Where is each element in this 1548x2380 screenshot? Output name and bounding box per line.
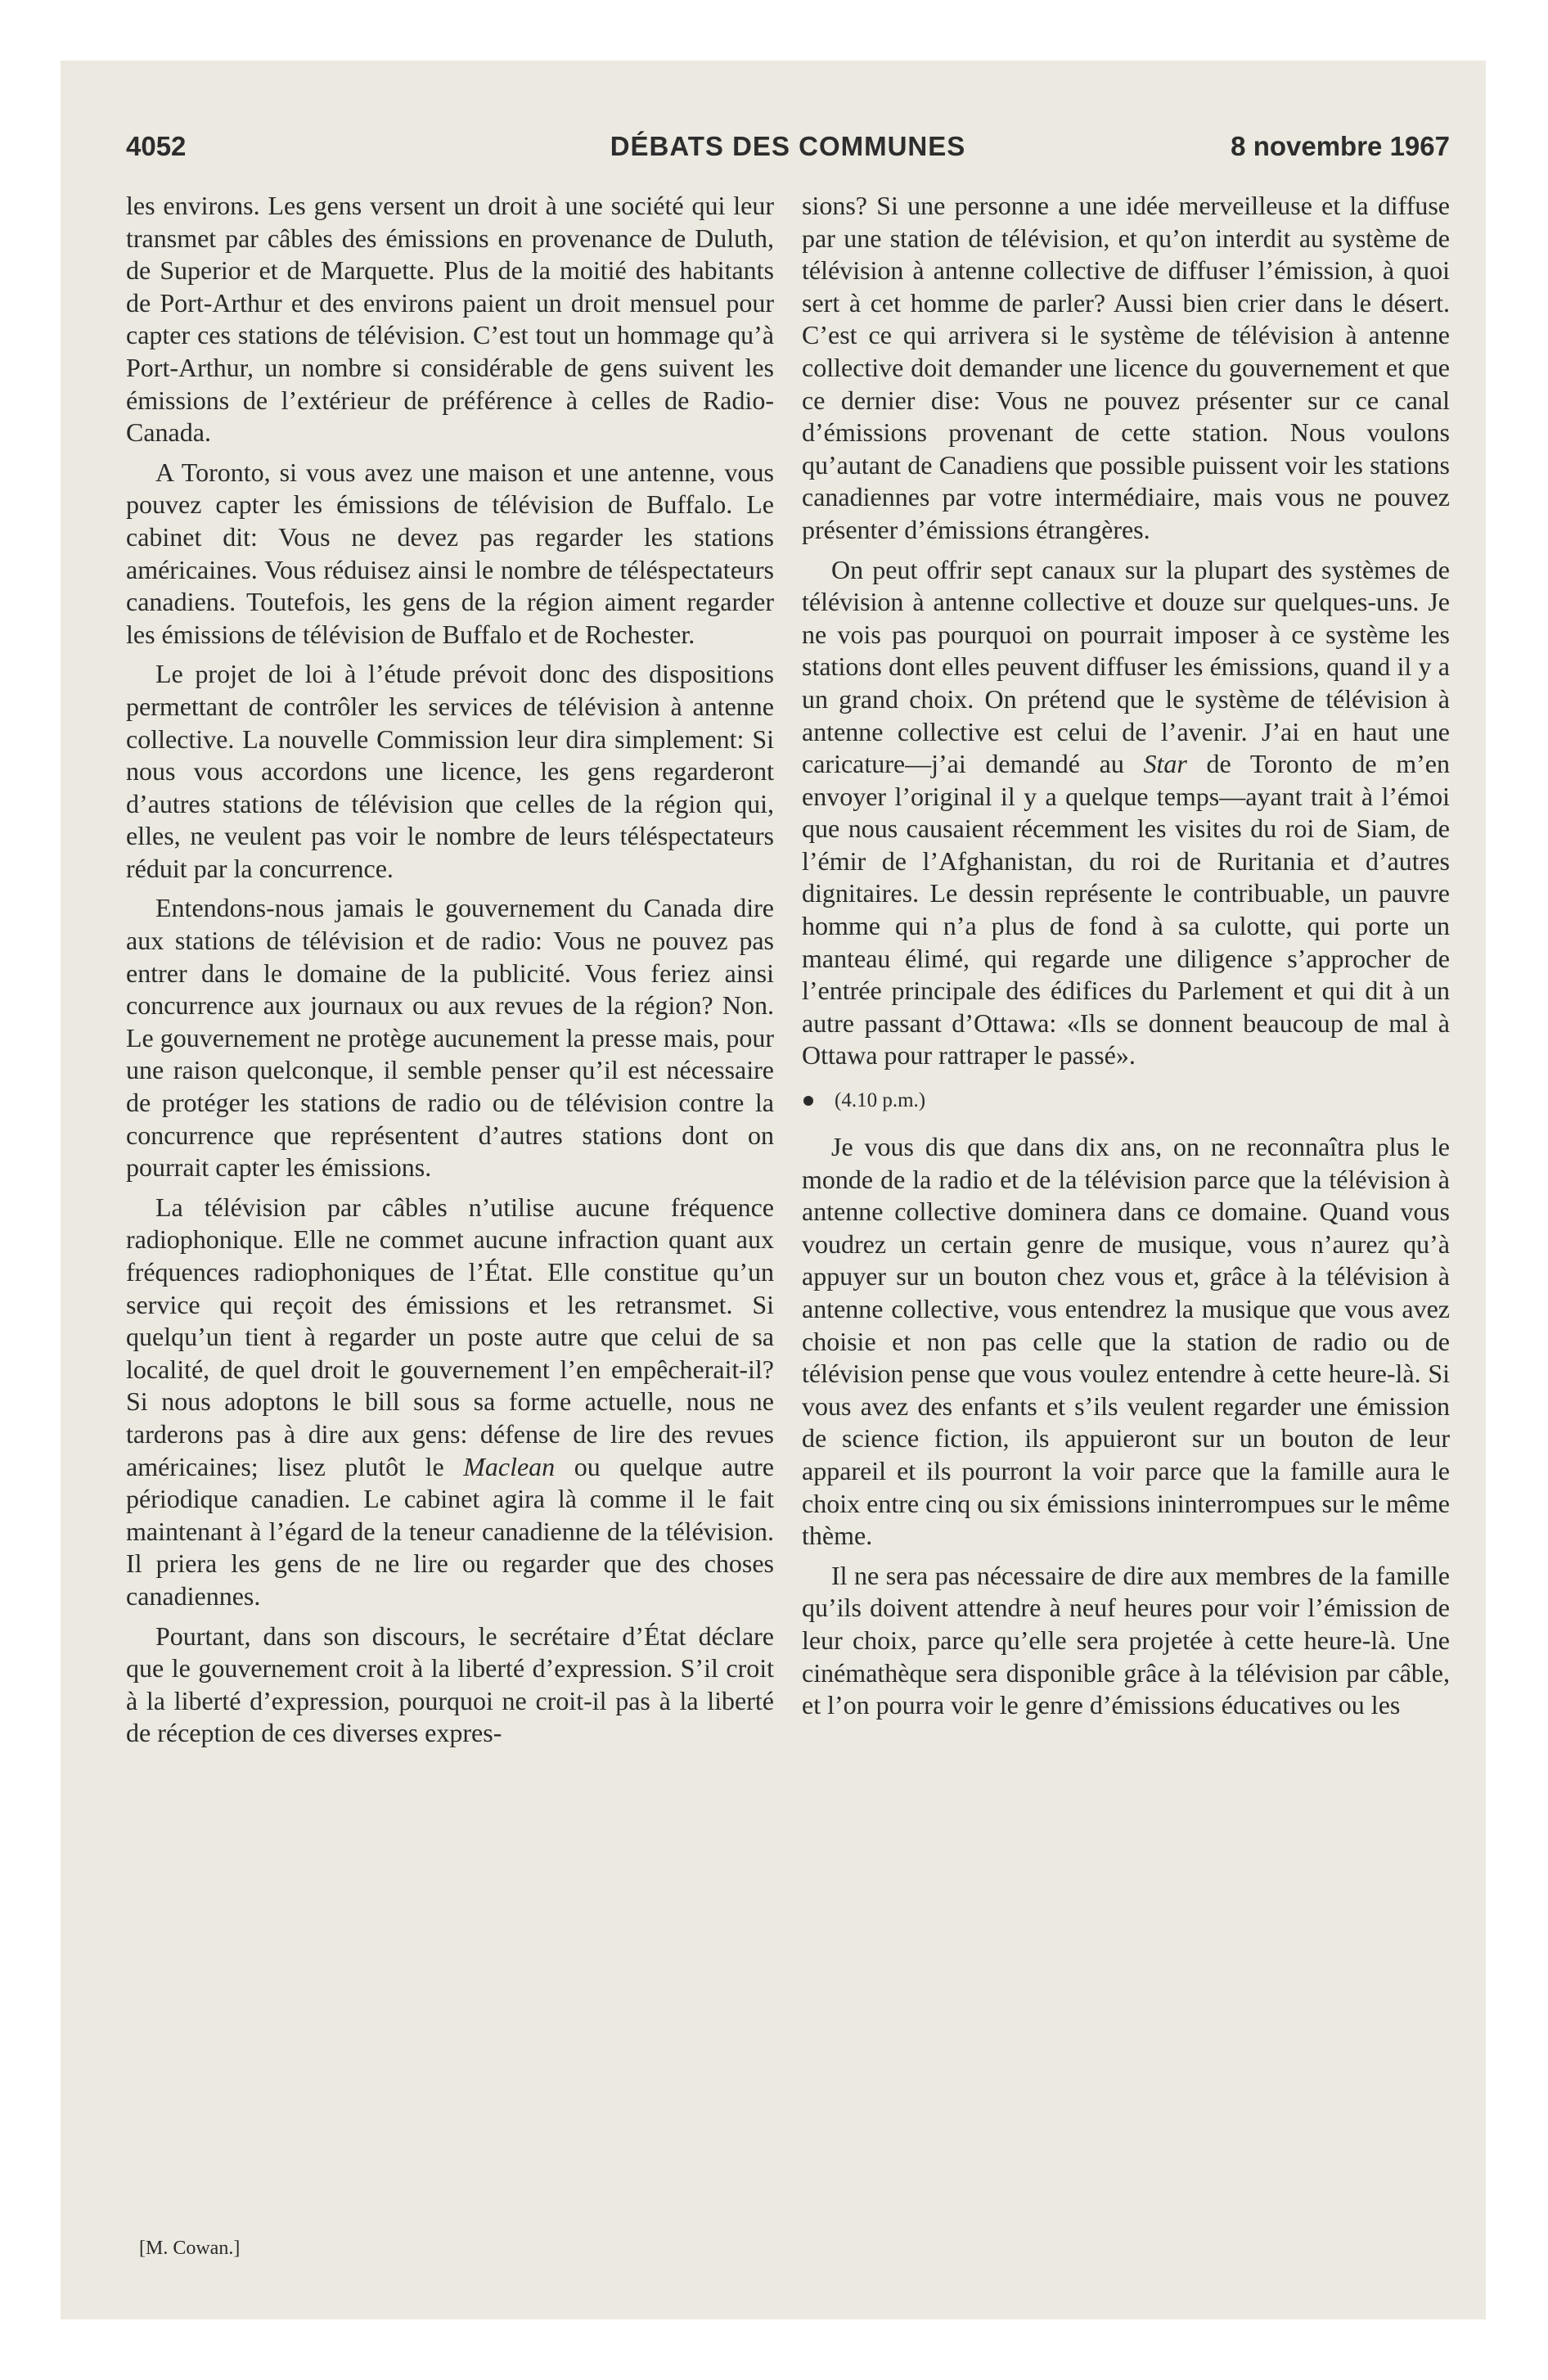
paragraph <box>126 1192 774 1613</box>
newspaper-title: Star <box>1143 749 1187 779</box>
periodical-title: Maclean <box>463 1451 556 1481</box>
paragraph: Entendons-nous jamais le gouvernement du Canada dire aux stations de télévision et de radio: Vous ne pouvez pas entrer dans le domaine de la publicité. Vous feriez ainsi concurrence aux journaux ou aux revues de la région? Non. Le gouvernement ne protège aucunement la presse mais, pour une raison quelconque, il semble penser qu’il est nécessaire de protéger les stations de radio ou de télévision contre la concurrence que représentent d’autres stations dont on pourrait capter les émissions. <box>126 893 774 1183</box>
publication-date: 8 novembre 1967 <box>1231 131 1450 161</box>
paragraph: Le projet de loi à l’étude prévoit donc des dispositions permettant de contrôler les services de télévision à antenne collective. La nouvelle Commission leur dira simplement: Si nous vous accordons une licence, les gens regarderont d’autres stations de télévision que celles de la région qui, elles, ne veulent pas voir le nombre de leurs téléspectateurs réduit par la concurrence. <box>126 659 774 883</box>
left-column <box>126 190 774 1757</box>
paragraph-text: de Toronto de m’en envoyer l’original il y a quelque temps—ayant trait à l’émoi que nous causaient récemment les visites du roi de Siam, de l’émir de l’Afghanistan, du roi de Ruritania et d’autres dignitaires. Le dessin représente le contribuable, un pauvre homme qui n’a plus de fond à sa culotte, qui porte un manteau élimé, qui regarde une diligence s’approcher de l’entrée principale des édifices du Parlement et qui dit à un autre passant d’Ottawa: «Ils se donnent beaucoup de mal à Ottawa pour rattraper le passé». <box>802 749 1451 1071</box>
paragraph <box>802 554 1450 1073</box>
paragraph: Pourtant, dans son discours, le secrétaire d’État déclare que le gouvernement croit à la liberté d’expression. S’il croit à la liberté d’expression, pourquoi ne croit-il pas à la liberté de réception de ces diverses expres- <box>126 1620 774 1748</box>
paragraph: A Toronto, si vous avez une maison et une antenne, vous pouvez capter les émissions de télévision de Buffalo. Le cabinet dit: Vous ne devez pas regarder les stations américaines. Vous réduisez ainsi le nombre de téléspectateurs canadiens. Toutefois, les gens de la région aiment regarder les émissions de télévision de Buffalo et de Rochester. <box>126 457 774 649</box>
page-header <box>126 123 1450 172</box>
paragraph: Il ne sera pas nécessaire de dire aux membres de la famille qu’ils doivent attendre à neuf heures pour voir l’émission de leur choix, parce qu’elle sera projetée à cette heure-là. Une cinémathèque sera disponible grâce à la télévision par câble, et l’on pourra voir le genre d’émissions éducatives ou les <box>802 1560 1450 1720</box>
bullet-icon <box>803 1096 813 1106</box>
paragraph: Je vous dis que dans dix ans, on ne reconnaîtra plus le monde de la radio et de la télévision parce que la télévision à antenne collective dominera dans ce domaine. Quand vous voudrez un certain genre de musique, vous n’aurez qu’à appuyer sur un bouton chez vous et, grâce à la télévision à antenne collective, vous entendrez la musique que vous avez choisie et non pas celle que la station de radio ou de télévision pense que vous voulez entendre à cette heure-là. Si vous avez des enfants et s’ils veulent regarder une émission de science fiction, ils appuieront sur un bouton de leur appareil et ils pourront la voir parce que la famille aura le choix entre cinq ou six émissions ininterrompues sur le même thème. <box>802 1132 1450 1551</box>
time-marker-text: (4.10 p.m.) <box>835 1089 926 1112</box>
paragraph-text: On peut offrir sept canaux sur la plupart des systèmes de télévision à antenne collective et douze sur quelques-uns. Je ne vois pas pourquoi on pourrait imposer à ce système les stations dont elles peuvent diffuser les émissions, quand il y a un grand choix. On prétend que le système de télévision à antenne collective est celui de l’avenir. J’ai en haut une caricature—j’ai demandé au <box>802 554 1450 779</box>
paragraph: les environs. Les gens versent un droit à une société qui leur transmet par câbles des émissions en provenance de Duluth, de Superior et de Marquette. Plus de la moitié des habitants de Port-Arthur et des environs paient un droit mensuel pour capter ces stations de télévision. C’est tout un hommage qu’à Port-Arthur, un nombre si considérable de gens suivent les émissions de l’extérieur de préférence à celles de Radio-Canada. <box>126 191 774 448</box>
paragraph: sions? Si une personne a une idée merveilleuse et la diffuse par une station de télévision, et qu’on interdit au système de télévision à antenne collective de diffuser l’émission, à quoi sert à cet homme de parler? Aussi bien crier dans le désert. C’est ce qui arrivera si le système de télévision à antenne collective doit demander une licence du gouvernement et que ce dernier dise: Vous ne pouvez présenter sur ce canal d’émissions provenant de cette station. Nous voulons qu’autant de Canadiens que possible puissent voir les stations canadiennes par votre intermédiaire, mais vous ne pouvez présenter d’émissions étrangères. <box>802 191 1450 544</box>
time-marker <box>802 1089 1450 1113</box>
paragraph-text: ou quelque autre périodique canadien. Le cabinet agira là comme il le fait maintenant à l’égard de la teneur canadienne de la télévision. Il priera les gens de ne lire ou regarder que des choses canadiennes. <box>126 1451 775 1611</box>
publication-title: DÉBATS DES COMMUNES <box>610 131 966 161</box>
right-column <box>802 190 1450 1729</box>
paragraph-text: La télévision par câbles n’utilise aucune fréquence radiophonique. Elle ne commet aucune infraction quant aux fréquences radiophoniques de l’État. Elle constitue qu’un service qui reçoit des émissions et les retransmet. Si quelqu’un tient à regarder un poste autre que celui de sa localité, de quel droit le gouvernement l’en empêcherait-il? Si nous adoptons le bill sous sa forme actuelle, nous ne tarderons pas à dire aux gens: défense de lire des revues américaines; lisez plutôt le <box>126 1192 774 1481</box>
speaker-attribution: [M. Cowan.] <box>139 2238 241 2259</box>
page-number: 4052 <box>126 131 187 161</box>
